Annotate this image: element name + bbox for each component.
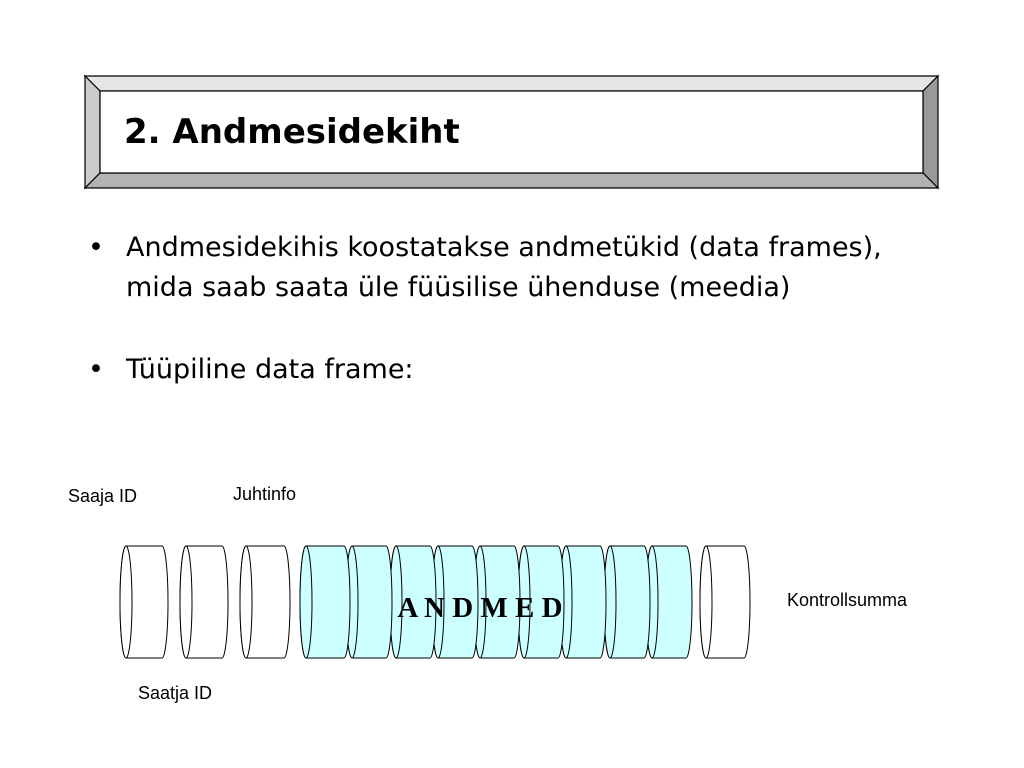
bullet-text: Andmesidekihis koostatakse andmetükid (data frames), mida saab saata üle füüsilise ühenduse (meedia) <box>126 232 882 303</box>
bullet-marker: • <box>88 354 104 385</box>
bullet-text: Tüüpiline data frame: <box>126 354 414 385</box>
control-info-segment <box>240 546 290 658</box>
bullet-marker: • <box>88 232 104 263</box>
slide-title: 2. Andmesidekiht <box>124 112 460 152</box>
receiver-id-segment <box>120 546 168 658</box>
sender-id-label: Saatja ID <box>138 683 213 703</box>
data-segment <box>300 546 350 658</box>
data-segment <box>646 546 692 658</box>
data-segment <box>560 546 606 658</box>
receiver-id-label: Saaja ID <box>68 486 138 506</box>
data-segment <box>604 546 650 658</box>
checksum-segment <box>700 546 750 658</box>
sender-id-segment <box>180 546 228 658</box>
control-info-label: Juhtinfo <box>233 484 297 504</box>
checksum-label: Kontrollsumma <box>787 590 908 610</box>
data-payload-label: A N D M E D <box>397 592 563 624</box>
data-segment <box>346 546 392 658</box>
